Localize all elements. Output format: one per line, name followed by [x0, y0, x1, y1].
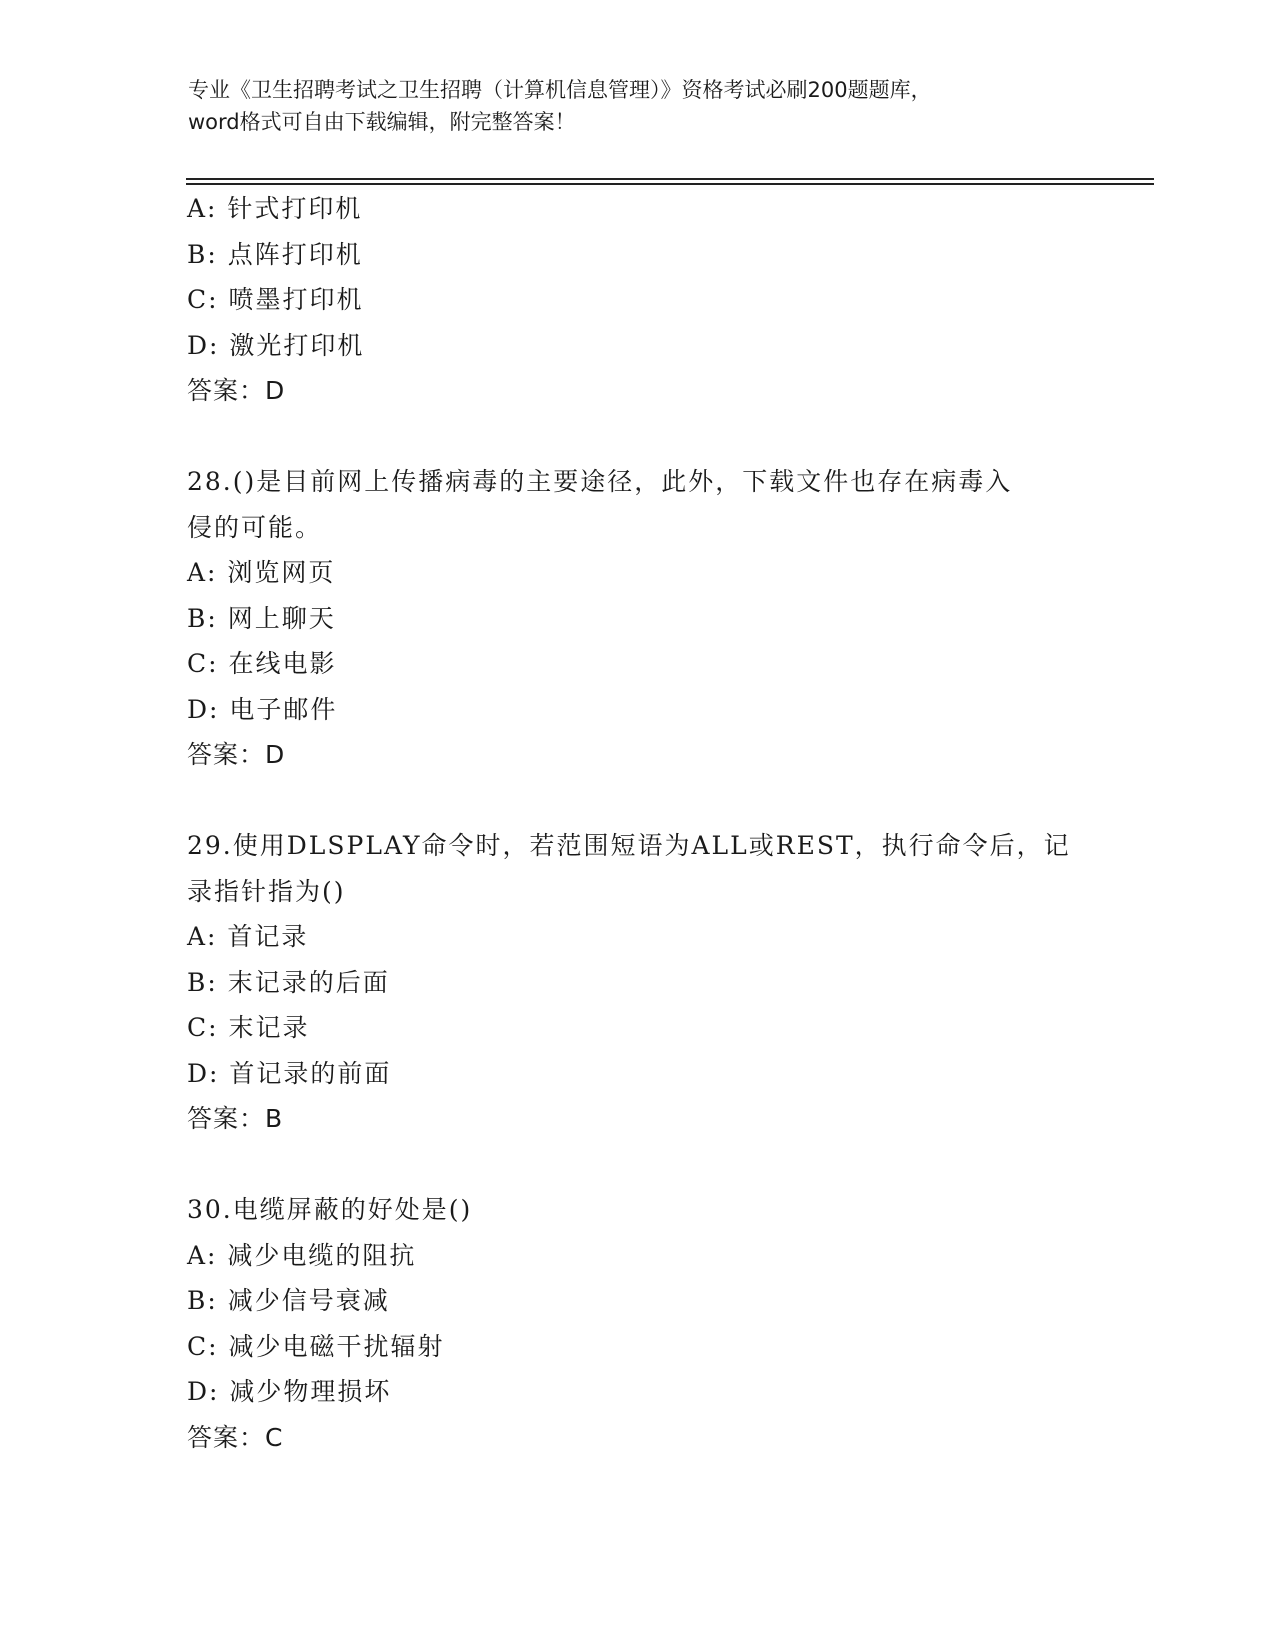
option-c: C: 末记录 [187, 1013, 310, 1042]
option-d: D: 电子邮件 [187, 694, 338, 724]
option-d: D: 减少物理损坏 [187, 1377, 392, 1406]
question-stem: 29.使用DLSPLAY命令时，若范围短语为ALL或REST，执行命令后，记 [187, 831, 1071, 860]
option-c: C: 喷墨打印机 [187, 285, 364, 314]
answer-line: 答案：C [187, 1422, 284, 1452]
option-d: D: 首记录的前面 [187, 1058, 392, 1088]
option-d: D: 激光打印机 [187, 330, 365, 360]
option-c: C: 在线电影 [187, 649, 337, 678]
option-a: A: 首记录 [187, 922, 309, 951]
header-line-1: 专业《卫生招聘考试之卫生招聘（计算机信息管理）》资格考试必刷200题题库， [188, 78, 932, 102]
option-c: C: 减少电磁干扰辐射 [187, 1331, 445, 1361]
question-28 [187, 459, 1087, 778]
header-line-2: word格式可自由下载编辑，附完整答案！ [188, 110, 576, 134]
document-header [188, 74, 1088, 138]
question-27 [187, 186, 1087, 414]
question-stem: 30.电缆屏蔽的好处是() [187, 1195, 473, 1224]
header-divider-top [186, 178, 1154, 180]
question-29 [187, 823, 1087, 1142]
question-list [187, 186, 1087, 1460]
question-stem-continued: 录指针指为() [187, 876, 346, 906]
spacer [187, 778, 1087, 824]
option-b: B: 减少信号衰减 [187, 1286, 390, 1315]
answer-line: 答案：D [187, 376, 286, 405]
spacer [187, 1142, 1087, 1188]
question-stem-continued: 侵的可能。 [187, 512, 323, 542]
option-a: A: 浏览网页 [187, 558, 336, 587]
question-30 [187, 1187, 1087, 1460]
answer-line: 答案：B [187, 1104, 284, 1133]
question-stem: 28.()是目前网上传播病毒的主要途径，此外，下载文件也存在病毒入 [187, 467, 1013, 496]
option-a: A: 减少电缆的阻抗 [187, 1240, 417, 1270]
option-a: A: 针式打印机 [187, 194, 363, 223]
spacer [187, 414, 1087, 460]
header-divider-bottom [186, 183, 1154, 185]
option-b: B: 点阵打印机 [187, 239, 363, 269]
answer-line: 答案：D [187, 740, 286, 769]
option-b: B: 末记录的后面 [187, 967, 390, 997]
option-b: B: 网上聊天 [187, 603, 336, 633]
